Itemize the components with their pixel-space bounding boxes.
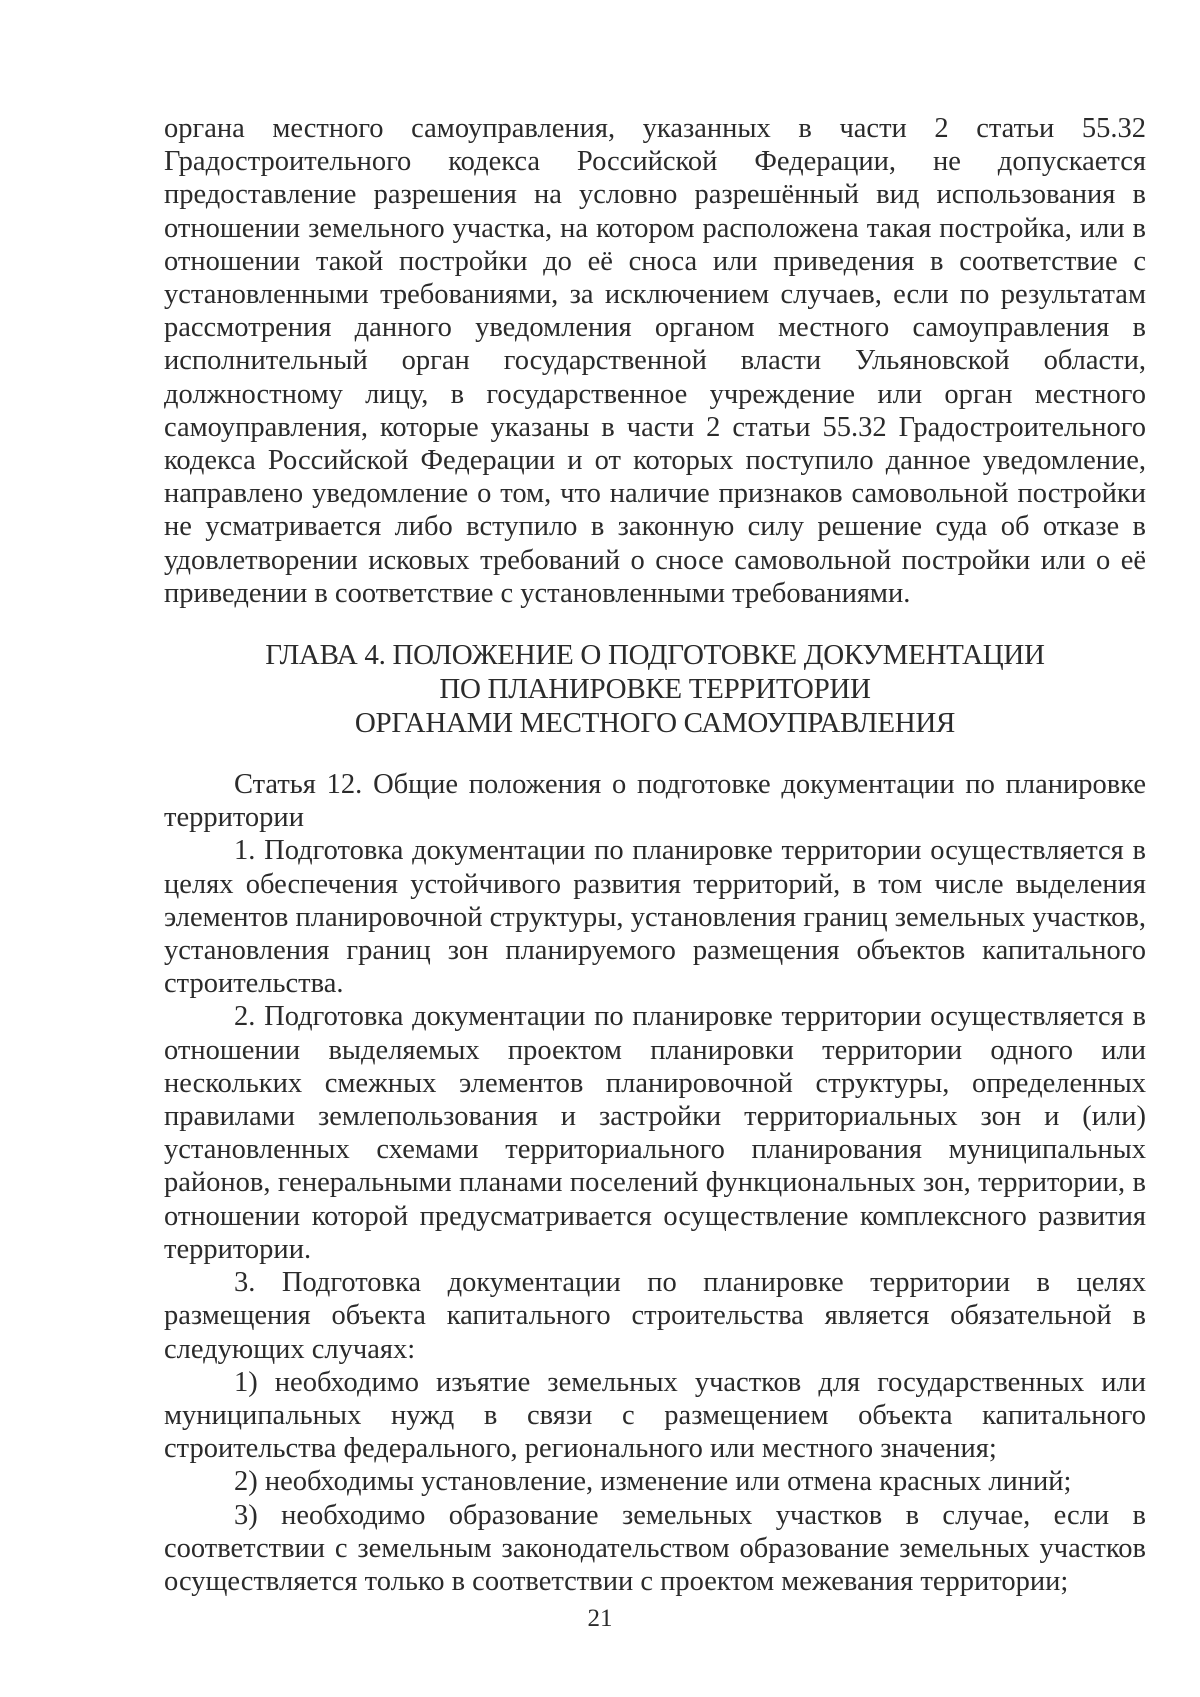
article-item-1: 1. Подготовка документации по планировке территории осуществляется в целях обеспечения устойчивого развития территорий, в том числе выделения элементов планировочной структуры, установления границ земельных участков, установления границ зон планируемого размещения объектов капитального строительства. — [164, 835, 1146, 1000]
article-title: Статья 12. Общие положения о подготовке документации по планировке территории — [164, 769, 1146, 834]
chapter-heading-line-3: ОРГАНАМИ МЕСТНОГО САМОУПРАВЛЕНИЯ — [354, 707, 956, 740]
article-subitem-1: 1) необходимо изъятие земельных участков для государственных или муниципальных нужд в связи с размещением объекта капитального строительства федерального, регионального или местного значения; — [164, 1366, 1146, 1465]
chapter-heading-line-2: ПО ПЛАНИРОВКЕ ТЕРРИТОРИИ — [439, 673, 871, 706]
chapter-heading — [164, 638, 1146, 740]
page-number: 21 — [587, 1605, 613, 1632]
article-subitem-3: 3) необходимо образование земельных участков в случае, если в соответствии с земельным законодательством образование земельных участков осуществляется только в соответствии с проектом межевания территории; — [164, 1499, 1146, 1597]
document-body — [164, 112, 1146, 1598]
chapter-heading-line-1: ГЛАВА 4. ПОЛОЖЕНИЕ О ПОДГОТОВКЕ ДОКУМЕНТАЦИИ — [265, 639, 1045, 672]
body-paragraph-continued: органа местного самоуправления, указанных в части 2 статьи 55.32 Градостроительного кодекса Российской Федерации, не допускается предоставление разрешения на условно разрешённый вид использования в отношении земельного участка, на котором расположена такая постройка, или в отношении такой постройки до её сноса или приведения в соответствие с установленными требованиями, за исключением случаев, если по результатам рассмотрения данного уведомления органом местного самоуправления в исполнительный орган государственной власти Ульяновской области, должностному лицу, в государственное учреждение или орган местного самоуправления, которые указаны в части 2 статьи 55.32 Градостроительного кодекса Российской Федерации и от которых поступило данное уведомление, направлено уведомление о том, что наличие признаков самовольной постройки не усматривается либо вступило в законную силу решение суда об отказе в удовлетворении исковых требований о сносе самовольной постройки или о её приведении в соответствие с установленными требованиями. — [164, 113, 1146, 609]
article-subitem-2: 2) необходимы установление, изменение или отмена красных линий; — [234, 1466, 1072, 1498]
article-item-3: 3. Подготовка документации по планировке территории в целях размещения объекта капитального строительства является обязательной в следующих случаях: — [164, 1267, 1146, 1365]
article-item-2: 2. Подготовка документации по планировке территории осуществляется в отношении выделяемых проектом планировки территории одного или нескольких смежных элементов планировочной структуры, определенных правилами землепользования и застройки территориальных зон и (или) установленных схемами территориального планирования муниципальных районов, генеральными планами поселений функциональных зон, территории, в отношении которой предусматривается осуществление комплексного развития территории. — [164, 1001, 1146, 1265]
